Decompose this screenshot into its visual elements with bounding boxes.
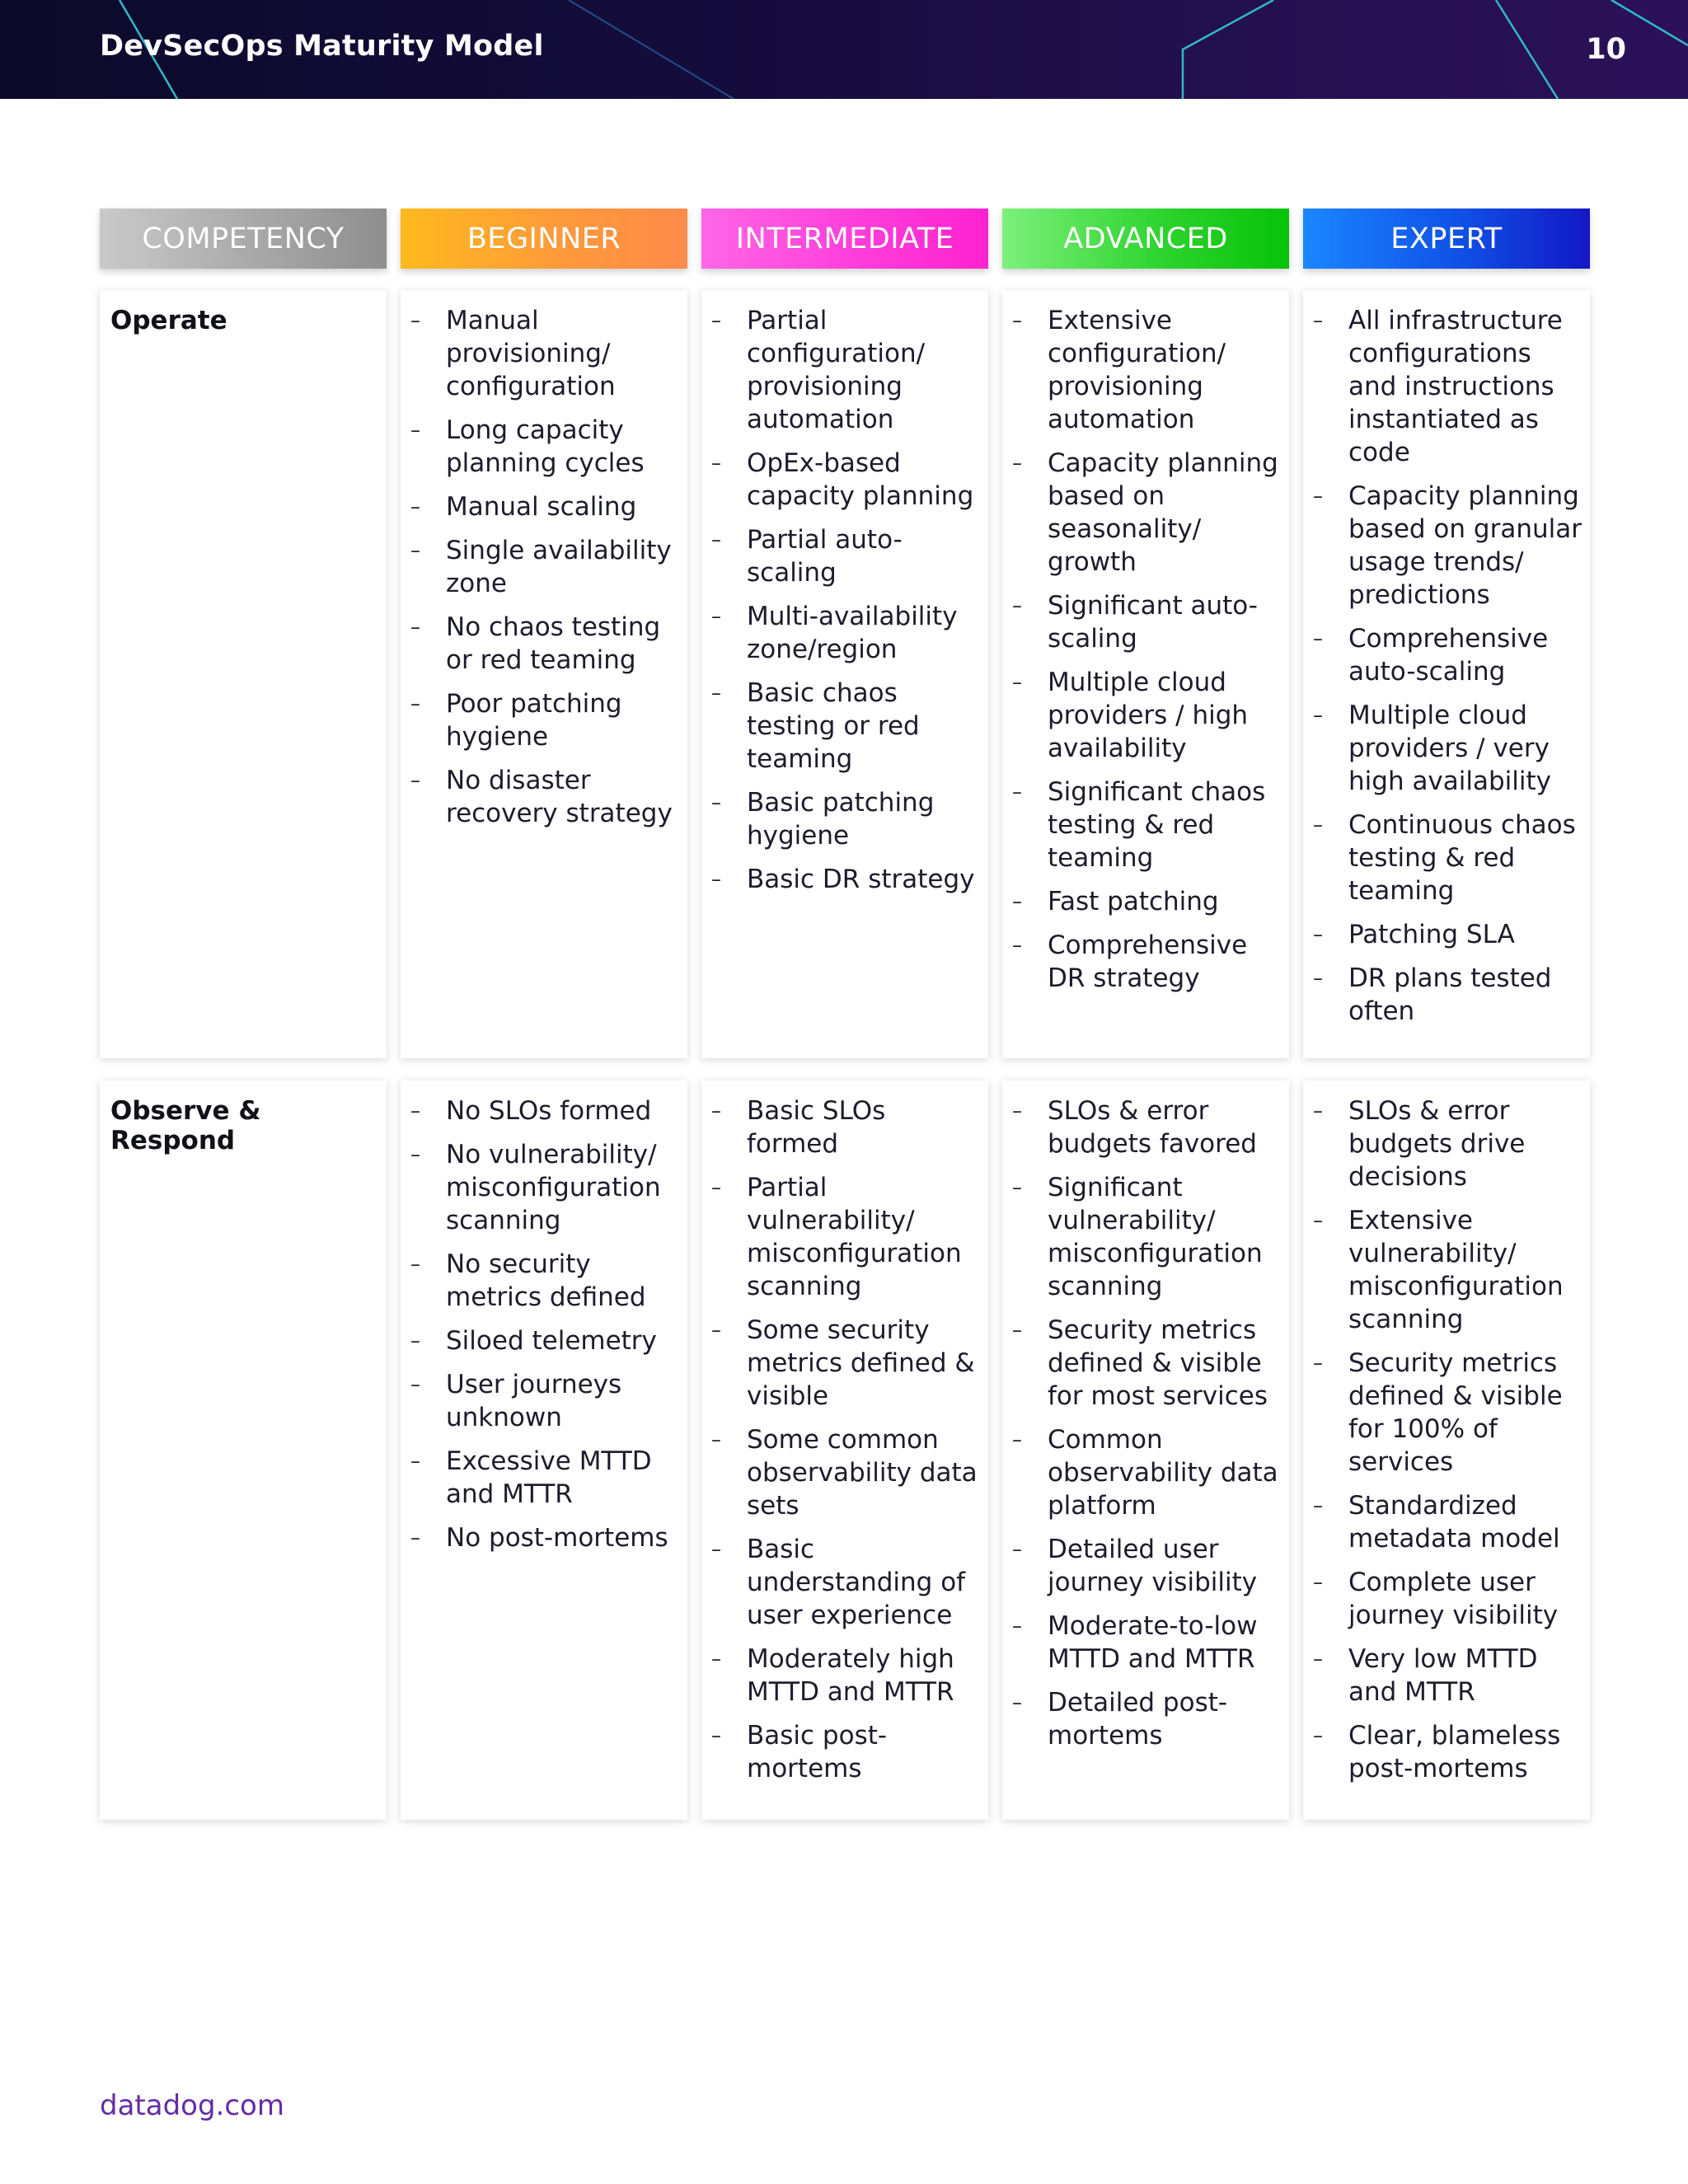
item-list — [711, 1094, 982, 1796]
dash-bullet-icon: – — [1012, 452, 1022, 475]
dash-bullet-icon: – — [410, 1099, 420, 1122]
competency-name: Observe & Respond — [110, 1096, 261, 1155]
list-item-text: Single availability zone — [446, 536, 672, 598]
list-item-text: Significant chaos testing & red teaming — [1048, 777, 1266, 873]
list-item — [1313, 1094, 1583, 1193]
dash-bullet-icon: – — [1313, 309, 1323, 332]
document-title: DevSecOps Maturity Model — [100, 30, 544, 63]
dash-bullet-icon: – — [1012, 780, 1022, 804]
column-header-expert — [1303, 209, 1590, 269]
list-item — [1012, 1314, 1282, 1413]
list-item-text: Common observability data platform — [1048, 1425, 1278, 1521]
list-item — [410, 1521, 681, 1554]
list-item-text: Manual provisioning/ configuration — [446, 306, 616, 401]
list-item-text: Fast patching — [1048, 887, 1219, 916]
operate-expert-card — [1303, 290, 1590, 1058]
list-item — [711, 447, 982, 513]
dash-bullet-icon: – — [410, 1373, 420, 1396]
dash-bullet-icon: – — [1313, 704, 1323, 727]
list-item-text: No chaos testing or red teaming — [446, 612, 661, 675]
list-item-text: Partial vulnerability/ misconfiguration scanning — [747, 1173, 962, 1301]
list-item — [1313, 1566, 1583, 1632]
list-item — [410, 687, 681, 753]
item-list — [711, 304, 982, 907]
dash-bullet-icon: – — [1012, 1099, 1022, 1122]
dash-bullet-icon: – — [410, 1143, 420, 1166]
dash-bullet-icon: – — [711, 1176, 721, 1199]
observe-advanced-card — [1002, 1080, 1289, 1820]
dash-bullet-icon: – — [711, 1099, 721, 1122]
header-banner — [0, 0, 1688, 99]
dash-bullet-icon: – — [711, 1428, 721, 1451]
dash-bullet-icon: – — [711, 1647, 721, 1671]
list-item-text: Extensive vulnerability/ misconfiguration scanning — [1348, 1206, 1564, 1334]
dash-bullet-icon: – — [1012, 1615, 1022, 1638]
dash-bullet-icon: – — [1313, 923, 1323, 946]
observe-beginner-card — [401, 1080, 687, 1820]
dash-bullet-icon: – — [1012, 1691, 1022, 1714]
list-item — [711, 523, 982, 589]
item-list — [1012, 1094, 1282, 1763]
footer-link[interactable]: datadog.com — [100, 2089, 284, 2122]
list-item-text: Continuous chaos testing & red teaming — [1348, 810, 1576, 906]
dash-bullet-icon: – — [711, 309, 721, 332]
list-item-text: Basic SLOs formed — [747, 1096, 886, 1159]
dash-bullet-icon: – — [410, 419, 420, 442]
list-item-text: Basic chaos testing or red teaming — [747, 678, 920, 774]
dash-bullet-icon: – — [1313, 485, 1323, 508]
list-item-text: No SLOs formed — [446, 1096, 652, 1126]
list-item — [410, 611, 681, 677]
list-item — [1313, 962, 1583, 1028]
list-item — [1012, 929, 1282, 995]
item-list — [1313, 304, 1583, 1038]
list-item-text: Capacity planning based on granular usage trends/ predictions — [1348, 481, 1582, 610]
list-item — [711, 1094, 982, 1160]
dash-bullet-icon: – — [711, 605, 721, 628]
list-item — [1313, 622, 1583, 688]
dash-bullet-icon: – — [410, 495, 420, 518]
list-item-text: Partial configuration/ provisioning automation — [747, 306, 926, 434]
dash-bullet-icon: – — [410, 309, 420, 332]
dash-bullet-icon: – — [410, 1253, 420, 1276]
column-header-label: INTERMEDIATE — [735, 222, 954, 255]
dash-bullet-icon: – — [410, 1329, 420, 1352]
dash-bullet-icon: – — [1012, 594, 1022, 617]
list-item — [1012, 1423, 1282, 1522]
list-item — [1313, 808, 1583, 907]
dash-bullet-icon: – — [711, 452, 721, 475]
dash-bullet-icon: – — [1012, 1176, 1022, 1199]
list-item-text: Very low MTTD and MTTR — [1348, 1644, 1538, 1707]
list-item — [711, 1423, 982, 1522]
list-item — [711, 304, 982, 436]
dash-bullet-icon: – — [410, 539, 420, 562]
dash-bullet-icon: – — [1012, 671, 1022, 694]
list-item-text: Manual scaling — [446, 492, 637, 522]
list-item — [410, 1138, 681, 1237]
competency-card-operate — [100, 290, 387, 1058]
list-item — [1012, 1171, 1282, 1303]
column-header-competency — [100, 209, 387, 269]
list-item-text: Partial auto-scaling — [747, 525, 903, 588]
list-item-text: Siloed telemetry — [446, 1326, 657, 1356]
column-header-label: ADVANCED — [1063, 222, 1228, 255]
list-item — [410, 1094, 681, 1127]
list-item-text: Complete user journey visibility — [1348, 1568, 1559, 1630]
list-item-text: Detailed post-mortems — [1048, 1688, 1228, 1750]
dash-bullet-icon: – — [1313, 1099, 1323, 1122]
dash-bullet-icon: – — [1313, 1647, 1323, 1671]
list-item-text: Some common observability data sets — [747, 1425, 978, 1521]
list-item — [410, 1324, 681, 1357]
list-item-text: Basic understanding of user experience — [747, 1535, 966, 1630]
list-item — [1012, 776, 1282, 874]
list-item — [1313, 1347, 1583, 1479]
list-item-text: Multiple cloud providers / high availability — [1048, 668, 1249, 763]
list-item-text: No post-mortems — [446, 1523, 668, 1553]
dash-bullet-icon: – — [1313, 627, 1323, 650]
list-item-text: Security metrics defined & visible for 100% of services — [1348, 1348, 1563, 1477]
list-item-text: Moderate-to-low MTTD and MTTR — [1048, 1611, 1258, 1674]
dash-bullet-icon: – — [711, 682, 721, 705]
list-item-text: Long capacity planning cycles — [446, 415, 645, 478]
page-number: 10 — [1586, 33, 1626, 66]
list-item — [410, 490, 681, 523]
list-item-text: Comprehensive auto-scaling — [1348, 624, 1549, 687]
list-item — [410, 1368, 681, 1434]
list-item — [1313, 918, 1583, 951]
list-item-text: Capacity planning based on seasonality/ growth — [1048, 448, 1278, 577]
list-item — [711, 1314, 982, 1413]
list-item-text: Clear, blameless post-mortems — [1348, 1721, 1561, 1783]
dash-bullet-icon: – — [410, 769, 420, 792]
list-item-text: DR plans tested often — [1348, 963, 1552, 1026]
list-item-text: SLOs & error budgets drive decisions — [1348, 1096, 1526, 1192]
column-header-label: EXPERT — [1390, 222, 1503, 255]
column-header-beginner — [401, 209, 687, 269]
list-item — [711, 677, 982, 776]
list-item-text: Comprehensive DR strategy — [1048, 930, 1248, 993]
list-item — [1012, 1533, 1282, 1599]
dash-bullet-icon: – — [711, 1319, 721, 1342]
list-item — [1012, 1094, 1282, 1160]
list-item — [1012, 589, 1282, 655]
list-item-text: Standardized metadata model — [1348, 1491, 1560, 1554]
list-item-text: Significant vulnerability/ misconfiguration scanning — [1048, 1173, 1263, 1301]
operate-beginner-card — [401, 290, 687, 1058]
column-header-label: BEGINNER — [467, 222, 621, 255]
list-item-text: OpEx-based capacity planning — [747, 448, 974, 511]
dash-bullet-icon: – — [410, 616, 420, 639]
list-item — [1313, 480, 1583, 612]
dash-bullet-icon: – — [410, 692, 420, 715]
dash-bullet-icon: – — [1012, 309, 1022, 332]
list-item-text: Extensive configuration/ provisioning automation — [1048, 306, 1226, 434]
list-item — [1313, 304, 1583, 469]
list-item — [410, 764, 681, 830]
dash-bullet-icon: – — [410, 1450, 420, 1473]
dash-bullet-icon: – — [711, 1538, 721, 1561]
list-item — [711, 1719, 982, 1785]
list-item — [1313, 1489, 1583, 1555]
observe-intermediate-card — [701, 1080, 988, 1820]
column-header-advanced — [1002, 209, 1289, 269]
list-item — [410, 414, 681, 480]
list-item — [1012, 666, 1282, 765]
competency-name: Operate — [110, 306, 227, 335]
item-list — [1012, 304, 1282, 1005]
competency-card-observe-respond — [100, 1080, 387, 1820]
dash-bullet-icon: – — [1012, 1538, 1022, 1561]
list-item — [1012, 1610, 1282, 1675]
dash-bullet-icon: – — [1012, 1319, 1022, 1342]
dash-bullet-icon: – — [711, 868, 721, 891]
list-item-text: Moderately high MTTD and MTTR — [747, 1644, 954, 1707]
list-item — [711, 600, 982, 666]
list-item-text: Patching SLA — [1348, 920, 1515, 949]
item-list — [410, 304, 681, 841]
dash-bullet-icon: – — [711, 528, 721, 551]
list-item-text: No vulnerability/ misconfiguration scanning — [446, 1140, 661, 1235]
dash-bullet-icon: – — [1313, 1571, 1323, 1594]
column-header-label: COMPETENCY — [142, 222, 345, 255]
column-header-intermediate — [701, 209, 988, 269]
list-item — [711, 863, 982, 896]
list-item — [711, 1533, 982, 1632]
list-item-text: All infrastructure configurations and instructions instantiated as code — [1348, 306, 1563, 467]
list-item-text: Multiple cloud providers / very high availability — [1348, 701, 1552, 796]
list-item-text: Significant auto-scaling — [1048, 591, 1258, 654]
list-item — [711, 1171, 982, 1303]
list-item-text: No security metrics defined — [446, 1249, 646, 1312]
dash-bullet-icon: – — [410, 1526, 420, 1549]
list-item-text: Detailed user journey visibility — [1048, 1535, 1258, 1597]
list-item-text: Security metrics defined & visible for most services — [1048, 1315, 1268, 1411]
list-item-text: Basic post-mortems — [747, 1721, 888, 1783]
list-item — [711, 786, 982, 852]
list-item — [410, 1248, 681, 1314]
list-item — [410, 1445, 681, 1511]
dash-bullet-icon: – — [1313, 1494, 1323, 1517]
list-item — [1012, 1686, 1282, 1752]
dash-bullet-icon: – — [1313, 1209, 1323, 1232]
list-item-text: No disaster recovery strategy — [446, 766, 673, 828]
list-item-text: Basic DR strategy — [747, 865, 975, 894]
dash-bullet-icon: – — [1012, 1428, 1022, 1451]
list-item-text: Some security metrics defined & visible — [747, 1315, 975, 1411]
list-item-text: Excessive MTTD and MTTR — [446, 1446, 652, 1509]
dash-bullet-icon: – — [711, 791, 721, 814]
list-item — [1313, 699, 1583, 798]
dash-bullet-icon: – — [1012, 890, 1022, 913]
list-item — [1012, 885, 1282, 918]
list-item — [1012, 447, 1282, 579]
list-item — [1313, 1204, 1583, 1336]
list-item-text: User journeys unknown — [446, 1370, 622, 1432]
dash-bullet-icon: – — [1012, 934, 1022, 957]
operate-intermediate-card — [701, 290, 988, 1058]
observe-expert-card — [1303, 1080, 1590, 1820]
dash-bullet-icon: – — [1313, 967, 1323, 990]
list-item — [1012, 304, 1282, 436]
dash-bullet-icon: – — [711, 1724, 721, 1747]
list-item-text: Poor patching hygiene — [446, 689, 622, 752]
operate-advanced-card — [1002, 290, 1289, 1058]
list-item — [410, 534, 681, 600]
item-list — [410, 1094, 681, 1565]
list-item-text: SLOs & error budgets favored — [1048, 1096, 1257, 1159]
list-item — [711, 1643, 982, 1708]
list-item-text: Multi-availability zone/region — [747, 602, 958, 664]
list-item-text: Basic patching hygiene — [747, 788, 935, 851]
dash-bullet-icon: – — [1313, 1724, 1323, 1747]
dash-bullet-icon: – — [1313, 1352, 1323, 1375]
dash-bullet-icon: – — [1313, 813, 1323, 837]
list-item — [1313, 1643, 1583, 1708]
item-list — [1313, 1094, 1583, 1796]
list-item — [1313, 1719, 1583, 1785]
list-item — [410, 304, 681, 403]
